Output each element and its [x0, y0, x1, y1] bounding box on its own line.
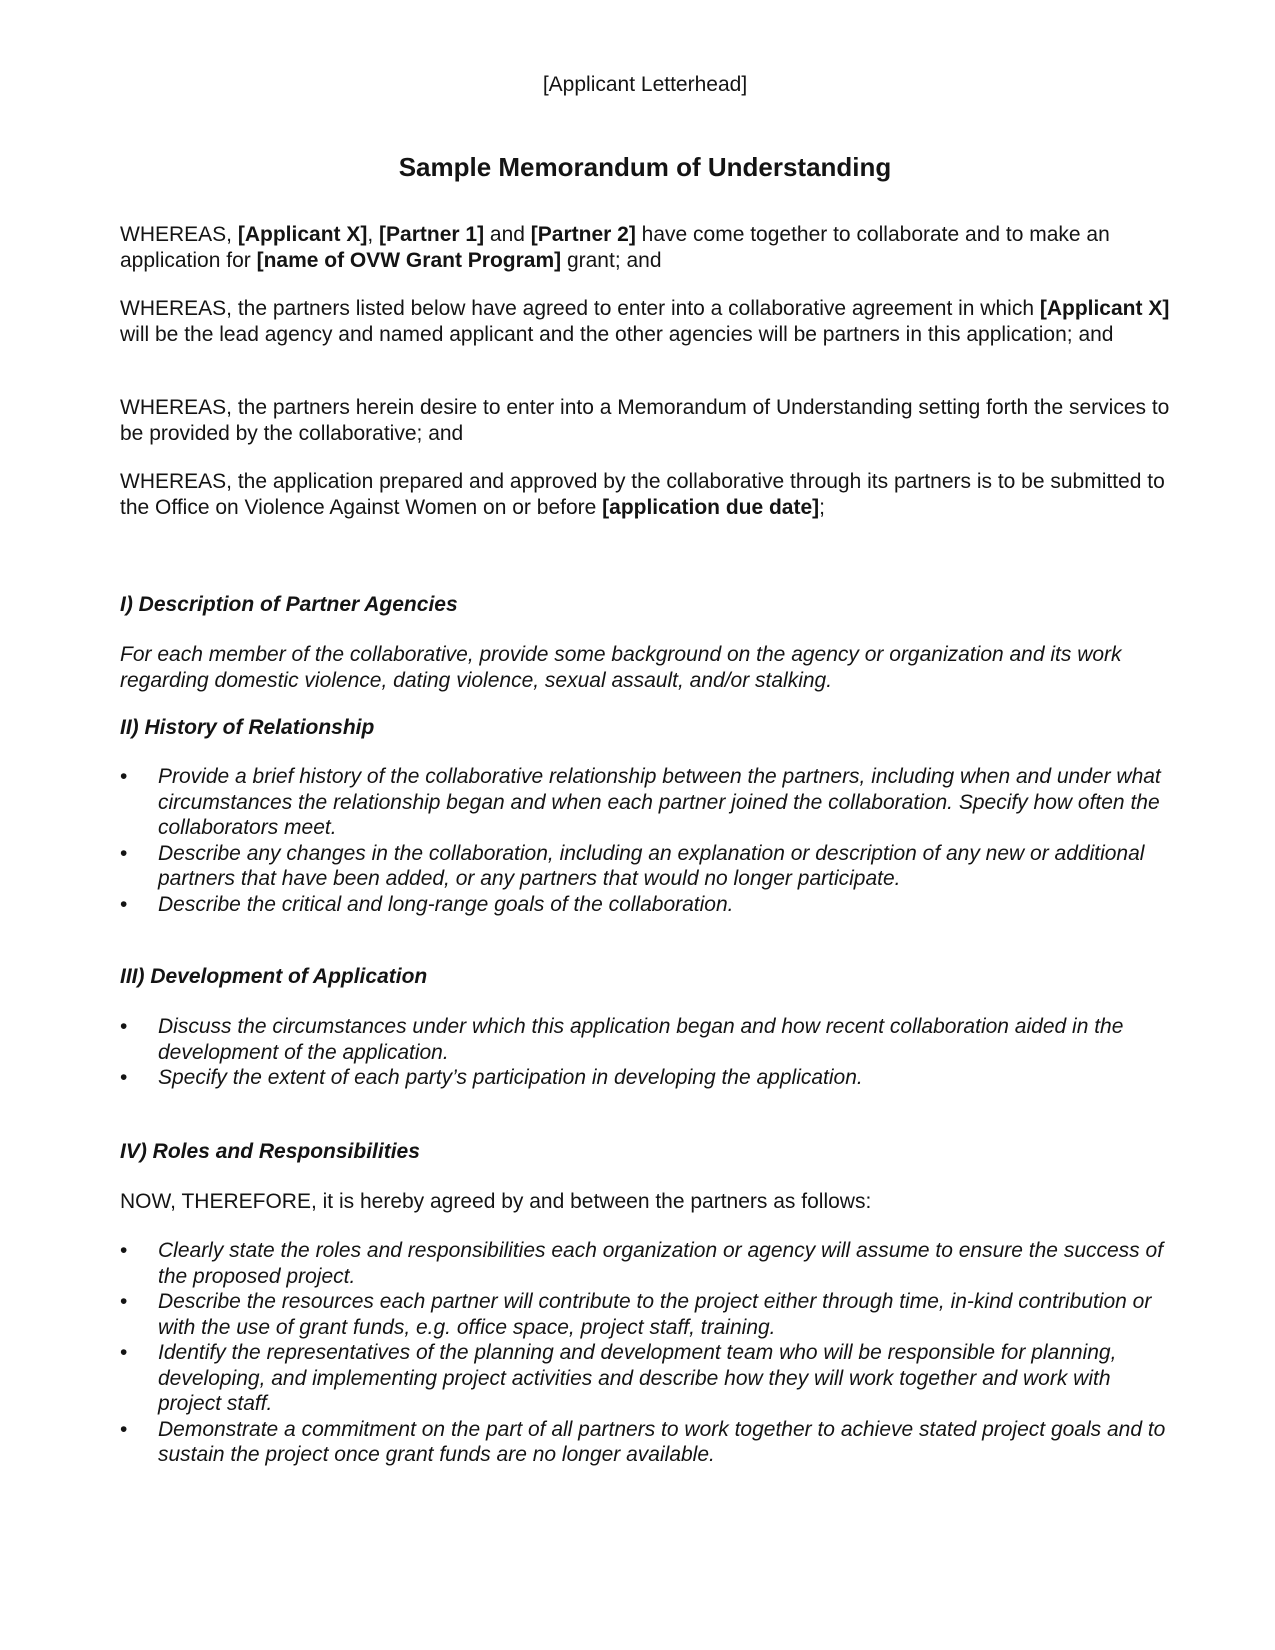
list-item-text: Clearly state the roles and responsibilities each organization or agency will assume to ensure the success of the proposed project.	[158, 1239, 1164, 1288]
placeholder-applicant: [Applicant X]	[237, 223, 368, 246]
list-item	[120, 1340, 1170, 1417]
list-item-text: Describe the critical and long-range goals of the collaboration.	[158, 892, 734, 916]
list-item-text: Provide a brief history of the collaborative relationship between the partners, including when and under what circumstances the relationship began and when each partner joined the collaboration. Specify how often the collaborators meet.	[158, 765, 1161, 839]
list-item-text: Describe the resources each partner will contribute to the project either through time, in-kind contribution or with the use of grant funds, e.g. office space, project staff, training.	[158, 1290, 1152, 1339]
text-run: grant; and	[561, 249, 662, 272]
section-heading-partner-agencies: I) Description of Partner Agencies	[120, 593, 458, 616]
whereas-paragraph-2	[120, 296, 1170, 348]
bullet-glyph: •	[120, 1290, 128, 1313]
text-run: will be the lead agency and named applicant and the other agencies will be partners in this application; and	[120, 323, 1114, 346]
bullet-glyph: •	[120, 1239, 128, 1262]
list-item	[120, 1238, 1170, 1289]
document-title: Sample Memorandum of Understanding	[398, 152, 892, 182]
whereas-paragraph-4	[120, 469, 1170, 521]
section-heading-development: III) Development of Application	[120, 965, 428, 988]
bullet-list-development	[120, 1014, 1170, 1091]
list-item	[120, 1014, 1170, 1065]
text-run: and	[484, 223, 531, 246]
text-run: WHEREAS, the application prepared and approved by the collaborative through its partners is to be submitted to the Office on Violence Against Women on or before	[120, 470, 1165, 519]
bullet-glyph: •	[120, 1417, 128, 1441]
list-item	[120, 1417, 1170, 1468]
bullet-list-roles	[120, 1238, 1170, 1468]
whereas-paragraph-3: WHEREAS, the partners herein desire to enter into a Memorandum of Understanding setting forth the services to be provided by the collaborative; and	[120, 396, 1170, 445]
whereas-paragraph-1	[120, 222, 1170, 274]
placeholder-partner-2: [Partner 2]	[530, 223, 636, 246]
list-item-text: Specify the extent of each party’s participation in developing the application.	[158, 1066, 863, 1089]
list-item-text: Discuss the circumstances under which this application began and how recent collaboration aided in the development of the application.	[158, 1015, 1124, 1064]
agreement-intro: NOW, THEREFORE, it is hereby agreed by and between the partners as follows:	[120, 1190, 872, 1213]
section-heading-history: II) History of Relationship	[120, 716, 375, 739]
document-page	[120, 0, 1170, 1650]
text-run: WHEREAS,	[120, 223, 238, 246]
bullet-list-history	[120, 764, 1170, 917]
list-item-text: Describe any changes in the collaboration, including an explanation or description of any new or additional partners that have been added, or any partners that would no longer participate.	[158, 841, 1145, 890]
placeholder-due-date: [application due date]	[602, 496, 820, 519]
placeholder-grant-program: [name of OVW Grant Program]	[256, 249, 562, 272]
bullet-glyph: •	[120, 1066, 128, 1089]
list-item	[120, 764, 1170, 841]
bullet-glyph: •	[120, 1015, 128, 1038]
text-run: ;	[819, 496, 825, 519]
bullet-glyph: •	[120, 841, 128, 865]
list-item	[120, 892, 1170, 918]
list-item	[120, 841, 1170, 892]
section-heading-roles: IV) Roles and Responsibilities	[120, 1140, 420, 1163]
section-text-partner-agencies: For each member of the collaborative, provide some background on the agency or organization and its work regarding domestic violence, dating violence, sexual assault, and/or stalking.	[120, 643, 1122, 692]
bullet-glyph: •	[120, 765, 128, 788]
text-run: have come together to collaborate and to make an application for	[120, 223, 1110, 272]
placeholder-applicant: [Applicant X]	[1039, 297, 1170, 320]
bullet-glyph: •	[120, 892, 128, 916]
list-item-text: Demonstrate a commitment on the part of all partners to work together to achieve stated project goals and to sustain the project once grant funds are no longer available.	[158, 1417, 1166, 1466]
list-item	[120, 1289, 1170, 1340]
letterhead-placeholder: [Applicant Letterhead]	[542, 73, 748, 96]
text-run: ,	[367, 223, 380, 246]
list-item	[120, 1065, 1170, 1091]
placeholder-partner-1: [Partner 1]	[379, 223, 485, 246]
text-run: WHEREAS, the partners listed below have agreed to enter into a collaborative agreement in which	[120, 297, 1040, 320]
list-item-text: Identify the representatives of the planning and development team who will be responsible for planning, developing, and implementing project activities and describe how they will work together and work with project staff.	[158, 1341, 1117, 1415]
bullet-glyph: •	[120, 1341, 128, 1364]
